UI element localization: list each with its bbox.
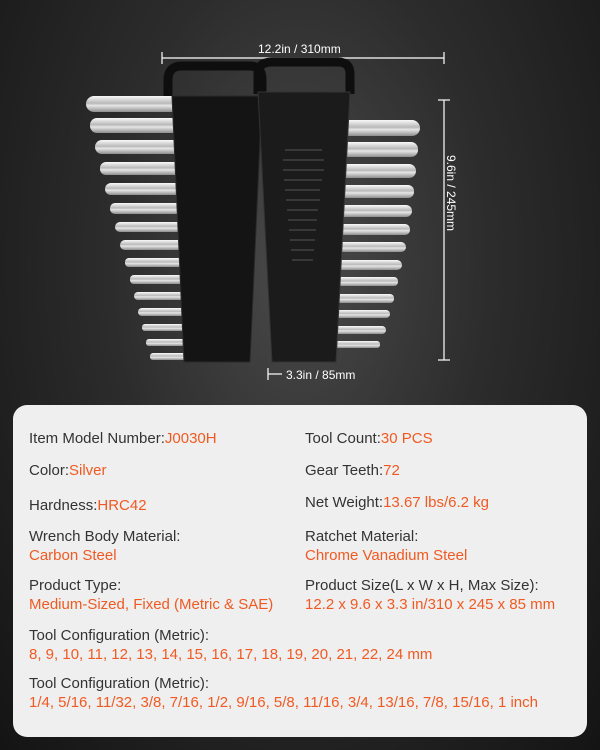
width-dimension-label: 12.2in / 310mm [258,42,341,56]
spec-ratchet-material-label: Ratchet Material: [305,528,419,545]
spec-config-sae [29,674,538,712]
spec-gear-teeth-value: 72 [383,462,400,479]
spec-net-weight [305,493,489,512]
spec-config-sae-value: 1/4, 5/16, 11/32, 3/8, 7/16, 1/2, 9/16, 5/8, 11/16, 3/4, 13/16, 7/8, 15/16, 1 inch [29,694,538,711]
spec-product-type-label: Product Type: [29,577,122,594]
spec-gear-teeth-label: Gear Teeth: [305,462,384,479]
depth-dimension-label: 3.3in / 85mm [286,368,356,382]
spec-product-type-value: Medium-Sized, Fixed (Metric & SAE) [29,596,274,613]
spec-body-material [29,527,180,565]
spec-ratchet-material-value: Chrome Vanadium Steel [305,547,468,564]
spec-net-weight-label: Net Weight: [305,494,384,511]
height-dimension-label: 9.6in / 245mm [444,155,458,232]
spec-product-size-value: 12.2 x 9.6 x 3.3 in/310 x 245 x 85 mm [305,596,556,613]
spec-body-material-value: Carbon Steel [29,547,117,564]
spec-hardness-label: Hardness: [29,497,98,514]
spec-product-size [305,576,555,614]
spec-gear-teeth [305,461,400,480]
specs-panel [13,405,587,737]
wrench-rack [172,92,350,362]
spec-config-metric-value: 8, 9, 10, 11, 12, 13, 14, 15, 16, 17, 18, 19, 20, 21, 22, 24 mm [29,646,433,663]
spec-net-weight-value: 13.67 lbs/6.2 kg [383,494,490,511]
spec-model-label: Item Model Number: [29,430,165,447]
spec-hardness [29,496,147,515]
spec-tool-count [305,429,433,448]
spec-body-material-label: Wrench Body Material: [29,528,181,545]
spec-model [29,429,217,448]
spec-config-metric [29,626,432,664]
spec-product-size-label: Product Size(L x W x H, Max Size): [305,577,539,594]
spec-model-value: J0030H [164,430,217,447]
spec-config-sae-label: Tool Configuration (Metric): [29,675,210,692]
spec-ratchet-material [305,527,467,565]
spec-tool-count-label: Tool Count: [305,430,381,447]
spec-color-value: Silver [69,462,107,479]
spec-tool-count-value: 30 PCS [380,430,433,447]
spec-product-type [29,576,273,614]
depth-dimension-line [268,368,282,380]
spec-color [29,461,107,480]
spec-config-metric-label: Tool Configuration (Metric): [29,627,210,644]
spec-color-label: Color: [29,462,70,479]
spec-hardness-value: HRC42 [97,497,147,514]
